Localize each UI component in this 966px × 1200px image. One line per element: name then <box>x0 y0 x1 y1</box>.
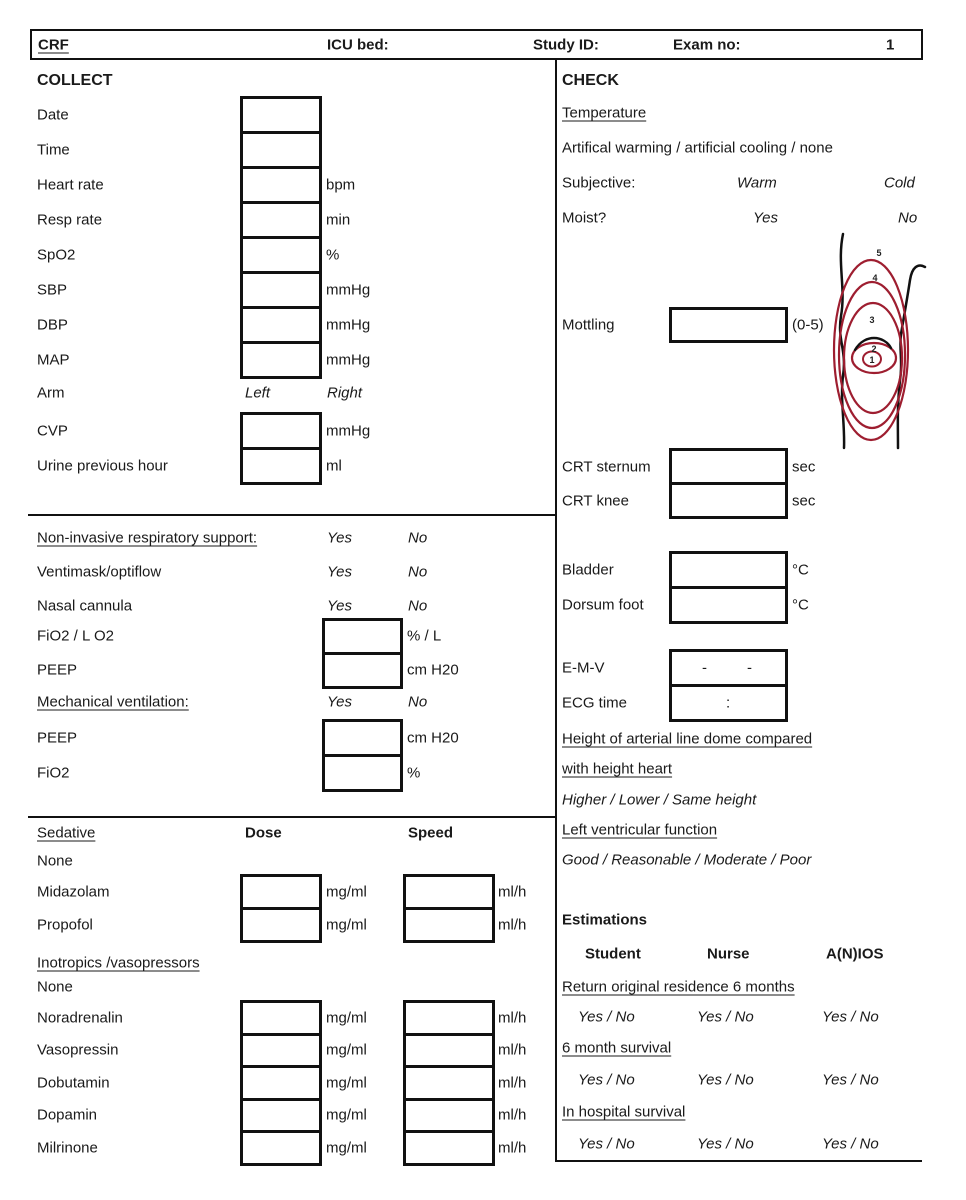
noradrenalin-speed-input[interactable] <box>403 1000 495 1036</box>
dorsum-foot-input[interactable] <box>669 586 788 624</box>
mv-peep-unit: cm H20 <box>407 729 459 747</box>
nasal-cannula-yes-option[interactable]: Yes <box>327 597 353 615</box>
midazolam-label: Midazolam <box>37 883 110 901</box>
milrinone-dose-unit: mg/ml <box>326 1139 367 1157</box>
cvp-label: CVP <box>37 422 68 440</box>
crt-knee-input[interactable] <box>669 482 788 519</box>
arm-left-option[interactable]: Left <box>245 384 271 402</box>
bladder-label: Bladder <box>562 561 614 579</box>
mechanical-no-option[interactable]: No <box>408 693 428 711</box>
crt-knee-unit: sec <box>792 492 816 510</box>
mottling-zone-1-label: 1 <box>869 355 875 365</box>
heart-rate-unit: bpm <box>326 176 356 194</box>
mottling-zone-3-label: 3 <box>869 315 875 325</box>
warming-options[interactable]: Artifical warming / artificial cooling / none <box>562 139 833 157</box>
mottling-input-stack <box>669 307 788 343</box>
time-label: Time <box>37 141 70 159</box>
estimations-heading: Estimations <box>562 911 648 929</box>
arm-right-option[interactable]: Right <box>327 384 363 402</box>
crt-sternum-unit: sec <box>792 458 816 476</box>
moist-label: Moist? <box>562 209 607 227</box>
exam-no-label: Exam no: <box>673 36 741 54</box>
map-unit: mmHg <box>326 351 371 369</box>
sedative-heading: Sedative <box>37 824 96 842</box>
crt-sternum-label: CRT sternum <box>562 458 651 476</box>
dopamin-speed-input[interactable] <box>403 1098 495 1134</box>
mechanical-yes-option[interactable]: Yes <box>327 693 353 711</box>
fio2-lo2-label: FiO2 / L O2 <box>37 627 114 645</box>
dorsum-foot-unit: °C <box>792 596 809 614</box>
ecg-time-label: ECG time <box>562 694 628 712</box>
mv-fio2-unit: % <box>407 764 421 782</box>
ventimask-no-option[interactable]: No <box>408 563 428 581</box>
mottling-input[interactable] <box>669 307 788 343</box>
dobutamin-dose-input[interactable] <box>240 1065 322 1101</box>
niv-peep-label: PEEP <box>37 661 78 679</box>
heart-rate-label: Heart rate <box>37 176 104 194</box>
residence-student-answer[interactable]: Yes / No <box>578 1008 635 1026</box>
dorsum-foot-label: Dorsum foot <box>562 596 644 614</box>
check-bottom-border <box>556 1160 922 1162</box>
survival6-nurse-answer[interactable]: Yes / No <box>697 1071 754 1089</box>
temp-input-stack <box>669 551 788 624</box>
mottling-zone-4-label: 4 <box>872 273 878 283</box>
moist-no-option[interactable]: No <box>898 209 918 227</box>
midazolam-speed-unit: ml/h <box>498 883 527 901</box>
collect-heading: COLLECT <box>37 72 113 89</box>
question-hospital-label: In hospital survival <box>562 1103 686 1121</box>
niv-peep-input[interactable] <box>322 652 403 689</box>
mottling-zone-5-label: 5 <box>876 248 882 258</box>
dbp-label: DBP <box>37 316 68 334</box>
question-6month-label: 6 month survival <box>562 1039 672 1057</box>
ecg-time-separator: : <box>726 694 731 712</box>
mechanical-heading: Mechanical ventilation: <box>37 693 189 711</box>
milrinone-label: Milrinone <box>37 1139 98 1157</box>
resp-rate-label: Resp rate <box>37 211 103 229</box>
emv-label: E-M-V <box>562 659 605 677</box>
ventimask-yes-option[interactable]: Yes <box>327 563 353 581</box>
ventimask-label: Ventimask/optiflow <box>37 563 162 581</box>
midazolam-speed-input[interactable] <box>403 874 495 910</box>
inotropics-speed-stack <box>403 1000 495 1166</box>
mv-peep-input[interactable] <box>322 719 403 757</box>
section-divider-2 <box>28 816 556 818</box>
dopamin-speed-unit: ml/h <box>498 1106 527 1124</box>
dopamin-dose-unit: mg/ml <box>326 1106 367 1124</box>
survival6-student-answer[interactable]: Yes / No <box>578 1071 635 1089</box>
bladder-unit: °C <box>792 561 809 579</box>
subjective-label: Subjective: <box>562 174 636 192</box>
mottling-zone-2-label: 2 <box>871 344 877 354</box>
propofol-speed-unit: ml/h <box>498 916 527 934</box>
vitals-input-stack <box>240 96 322 379</box>
speed-column-header: Speed <box>408 824 454 842</box>
exam-no-value: 1 <box>886 36 895 54</box>
sbp-unit: mmHg <box>326 281 371 299</box>
crt-knee-label: CRT knee <box>562 492 629 510</box>
hospital-nurse-answer[interactable]: Yes / No <box>697 1135 754 1153</box>
map-label: MAP <box>37 351 70 369</box>
resp-rate-unit: min <box>326 211 351 229</box>
propofol-dose-input[interactable] <box>240 907 322 943</box>
dbp-input[interactable] <box>240 306 322 344</box>
inotropics-dose-stack <box>240 1000 322 1166</box>
dobutamin-dose-unit: mg/ml <box>326 1074 367 1092</box>
noradrenalin-dose-unit: mg/ml <box>326 1009 367 1027</box>
noninvasive-heading: Non-invasive respiratory support: <box>37 529 258 547</box>
dbp-unit: mmHg <box>326 316 371 334</box>
lv-function-heading: Left ventricular function <box>562 821 718 839</box>
hospital-student-answer[interactable]: Yes / No <box>578 1135 635 1153</box>
dobutamin-speed-unit: ml/h <box>498 1074 527 1092</box>
noradrenalin-dose-input[interactable] <box>240 1000 322 1036</box>
study-id-label: Study ID: <box>533 36 599 54</box>
vasopressin-speed-input[interactable] <box>403 1033 495 1069</box>
noninvasive-no-option[interactable]: No <box>408 529 428 547</box>
sbp-label: SBP <box>37 281 68 299</box>
icu-bed-label: ICU bed: <box>327 36 389 54</box>
sedative-speed-stack <box>403 874 495 943</box>
question-residence-label: Return original residence 6 months <box>562 978 795 996</box>
mv-fio2-input[interactable] <box>322 754 403 792</box>
residence-anios-answer[interactable]: Yes / No <box>822 1008 879 1026</box>
arterial-line-heading-1: Height of arterial line dome compared <box>562 730 813 748</box>
dobutamin-label: Dobutamin <box>37 1074 110 1092</box>
dose-column-header: Dose <box>245 824 282 842</box>
lv-function-options[interactable]: Good / Reasonable / Moderate / Poor <box>562 851 812 869</box>
form-title: CRF <box>38 36 69 54</box>
sbp-input[interactable] <box>240 271 322 309</box>
heart-rate-input[interactable] <box>240 166 322 204</box>
propofol-dose-unit: mg/ml <box>326 916 367 934</box>
column-divider <box>555 60 557 1162</box>
date-label: Date <box>37 106 69 124</box>
propofol-speed-input[interactable] <box>403 907 495 943</box>
dopamin-label: Dopamin <box>37 1106 98 1124</box>
crt-sternum-input[interactable] <box>669 448 788 485</box>
mv-input-stack <box>322 719 403 792</box>
estimations-col-anios: A(N)IOS <box>826 945 884 963</box>
estimations-col-student: Student <box>585 945 641 963</box>
inotropics-none-option[interactable]: None <box>37 978 73 996</box>
arterial-line-heading-2: with height heart <box>562 760 673 778</box>
mottling-label: Mottling <box>562 316 615 334</box>
urine-input[interactable] <box>240 447 322 485</box>
midazolam-dose-unit: mg/ml <box>326 883 367 901</box>
vasopressin-speed-unit: ml/h <box>498 1041 527 1059</box>
nasal-cannula-label: Nasal cannula <box>37 597 133 615</box>
cvp-urine-input-stack <box>240 412 322 485</box>
cvp-input[interactable] <box>240 412 322 450</box>
cvp-unit: mmHg <box>326 422 371 440</box>
mv-fio2-label: FiO2 <box>37 764 70 782</box>
bladder-input[interactable] <box>669 551 788 589</box>
midazolam-dose-input[interactable] <box>240 874 322 910</box>
sedative-none-option[interactable]: None <box>37 852 73 870</box>
residence-nurse-answer[interactable]: Yes / No <box>697 1008 754 1026</box>
urine-label: Urine previous hour <box>37 457 168 475</box>
emv-separator-2: - <box>747 659 752 677</box>
niv-peep-unit: cm H20 <box>407 661 459 679</box>
vasopressin-dose-unit: mg/ml <box>326 1041 367 1059</box>
resp-rate-input[interactable] <box>240 201 322 239</box>
noradrenalin-label: Noradrenalin <box>37 1009 123 1027</box>
milrinone-speed-unit: ml/h <box>498 1139 527 1157</box>
vasopressin-label: Vasopressin <box>37 1041 119 1059</box>
propofol-label: Propofol <box>37 916 93 934</box>
fio2-lo2-unit: % / L <box>407 627 442 645</box>
subjective-warm-option[interactable]: Warm <box>737 174 777 192</box>
time-input[interactable] <box>240 131 322 169</box>
sedative-dose-stack <box>240 874 322 943</box>
emv-separator-1: - <box>702 659 707 677</box>
moist-yes-option[interactable]: Yes <box>753 209 779 227</box>
spo2-label: SpO2 <box>37 246 76 264</box>
urine-unit: ml <box>326 457 342 475</box>
crt-input-stack <box>669 448 788 519</box>
dopamin-dose-input[interactable] <box>240 1098 322 1134</box>
mv-peep-label: PEEP <box>37 729 78 747</box>
fio2-lo2-input[interactable] <box>322 618 403 655</box>
section-divider-1 <box>28 514 556 516</box>
arm-label: Arm <box>37 384 65 402</box>
estimations-col-nurse: Nurse <box>707 945 750 963</box>
niv-input-stack <box>322 618 403 689</box>
hospital-anios-answer[interactable]: Yes / No <box>822 1135 879 1153</box>
emv-input[interactable] <box>669 649 788 687</box>
survival6-anios-answer[interactable]: Yes / No <box>822 1071 879 1089</box>
header-box <box>30 29 923 60</box>
dobutamin-speed-input[interactable] <box>403 1065 495 1101</box>
arterial-line-options[interactable]: Higher / Lower / Same height <box>562 791 757 809</box>
noninvasive-yes-option[interactable]: Yes <box>327 529 353 547</box>
check-heading: CHECK <box>562 72 619 89</box>
milrinone-speed-input[interactable] <box>403 1130 495 1166</box>
spo2-unit: % <box>326 246 340 264</box>
milrinone-dose-input[interactable] <box>240 1130 322 1166</box>
map-input[interactable] <box>240 341 322 379</box>
inotropics-heading: Inotropics /vasopressors <box>37 954 200 972</box>
mottling-score-diagram <box>830 228 960 450</box>
noradrenalin-speed-unit: ml/h <box>498 1009 527 1027</box>
mottling-range: (0-5) <box>792 316 824 334</box>
subjective-cold-option[interactable]: Cold <box>884 174 915 192</box>
vasopressin-dose-input[interactable] <box>240 1033 322 1069</box>
date-input[interactable] <box>240 96 322 134</box>
temperature-heading: Temperature <box>562 104 647 122</box>
nasal-cannula-no-option[interactable]: No <box>408 597 428 615</box>
spo2-input[interactable] <box>240 236 322 274</box>
